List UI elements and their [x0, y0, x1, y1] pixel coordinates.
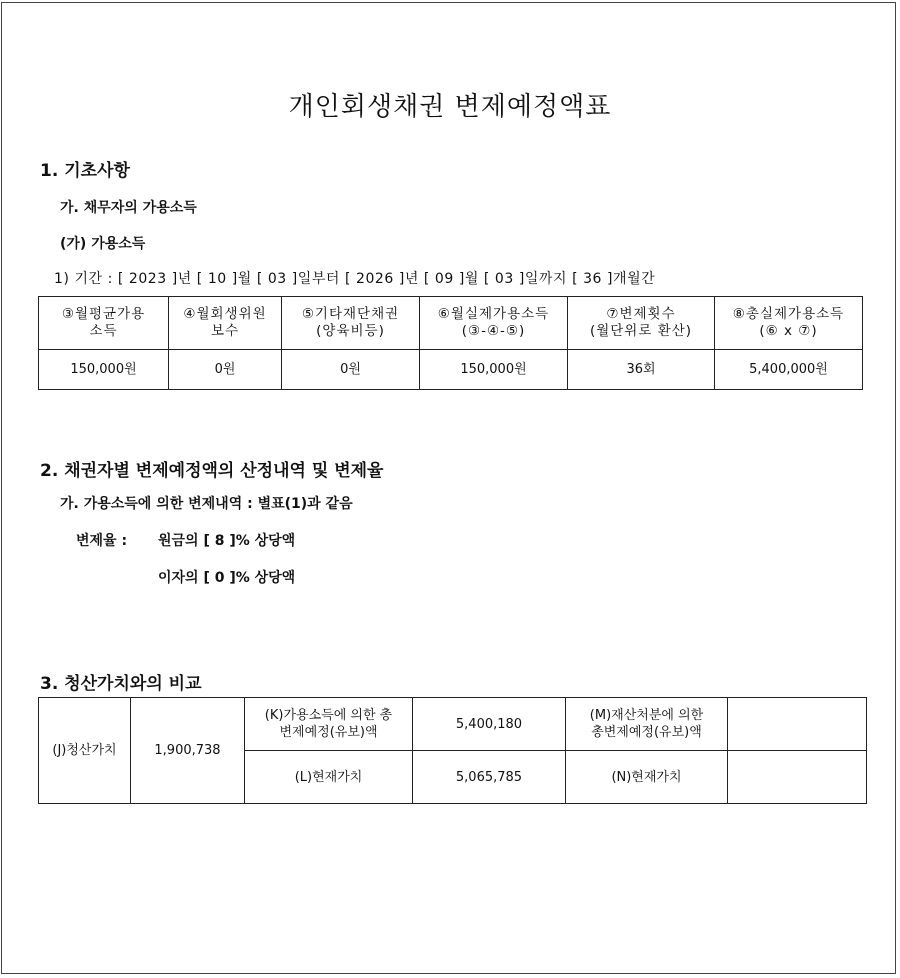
value-monthly-avg-income: 150,000원 — [39, 350, 169, 390]
value-total-actual-income: 5,400,000원 — [715, 350, 863, 390]
liquidation-value: 1,900,738 — [131, 698, 245, 804]
section1-heading: 1. 기초사항 — [40, 161, 130, 181]
value-monthly-actual-income: 150,000원 — [420, 350, 568, 390]
section1-sub-a: 가. 채무자의 가용소득 — [60, 200, 197, 216]
section1-sub-b: (가) 가용소득 — [60, 236, 146, 252]
header-total-actual-income: ⑧총실제가용소득 (⑥ x ⑦) — [715, 297, 863, 350]
header-other-claims: ⑤기타재단채권 (양육비등) — [282, 297, 420, 350]
value-trustee-fee: 0원 — [169, 350, 282, 390]
header-repayment-count: ⑦변제횟수 (월단위로 환산) — [568, 297, 715, 350]
income-repayment-label: (K)가용소득에 의한 총 변제예정(유보)액 — [245, 698, 413, 751]
liquidation-table — [38, 697, 867, 804]
present-value-n — [728, 751, 867, 804]
section2-sub-a: 가. 가용소득에 의한 변제내역 : 별표(1)과 같음 — [60, 496, 353, 512]
page-border — [1, 2, 896, 974]
rate-interest: 이자의 [ 0 ]% 상당액 — [158, 570, 296, 586]
rate-label: 변제율 : — [76, 533, 128, 549]
section2-heading: 2. 채권자별 변제예정액의 산정내역 및 변제율 — [40, 461, 384, 481]
income-table — [38, 296, 863, 390]
asset-repayment-value — [728, 698, 867, 751]
header-monthly-avg-income: ③월평균가용 소득 — [39, 297, 169, 350]
section3-heading: 3. 청산가치와의 비교 — [40, 674, 202, 694]
header-trustee-fee: ④월회생위원 보수 — [169, 297, 282, 350]
value-other-claims: 0원 — [282, 350, 420, 390]
present-value-l-label: (L)현재가치 — [245, 751, 413, 804]
income-table-header-row — [39, 297, 863, 350]
header-monthly-actual-income: ⑥월실제가용소득 (③-④-⑤) — [420, 297, 568, 350]
period-line: 1) 기간 : [ 2023 ]년 [ 10 ]월 [ 03 ]일부터 [ 2026 ]년 [ 09 ]월 [ 03 ]일까지 [ 36 ]개월간 — [54, 271, 656, 287]
income-repayment-value: 5,400,180 — [413, 698, 566, 751]
liquidation-value-label: (J)청산가치 — [39, 698, 131, 804]
liquidation-row-1 — [39, 698, 867, 751]
rate-principal: 원금의 [ 8 ]% 상당액 — [158, 533, 296, 549]
asset-repayment-label: (M)재산처분에 의한 총변제예정(유보)액 — [566, 698, 728, 751]
present-value-l: 5,065,785 — [413, 751, 566, 804]
present-value-n-label: (N)현재가치 — [566, 751, 728, 804]
document-title: 개인회생채권 변제예정액표 — [288, 92, 612, 122]
income-table-value-row — [39, 350, 863, 390]
value-repayment-count: 36회 — [568, 350, 715, 390]
